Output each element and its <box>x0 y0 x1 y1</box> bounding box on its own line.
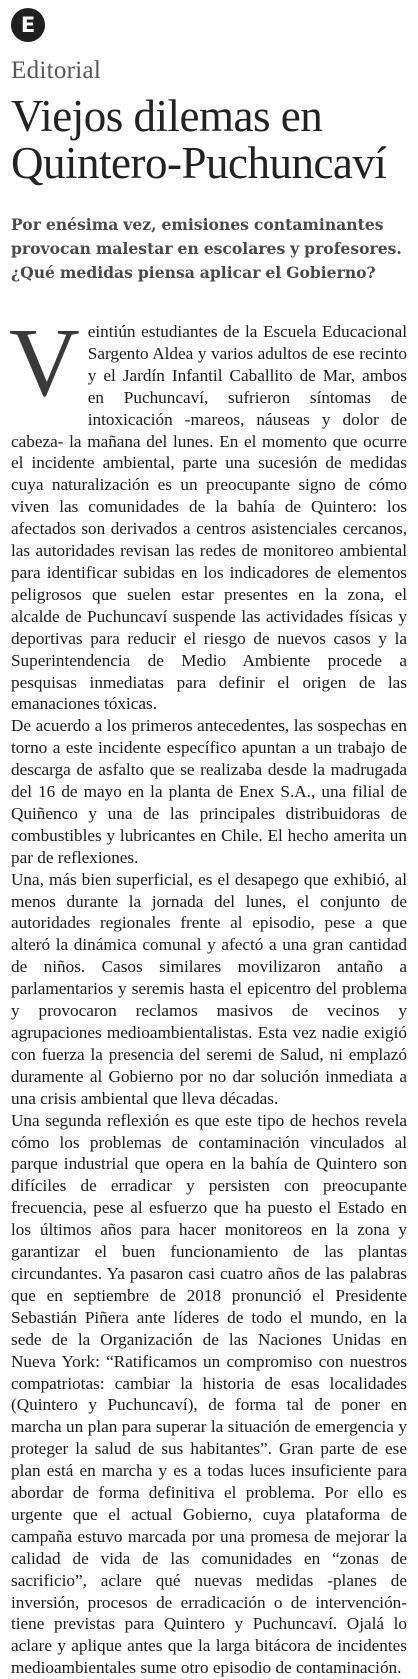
e-logo-icon: E <box>11 8 45 42</box>
article-body <box>9 309 407 1679</box>
article-paragraph-3: Una, más bien superficial, es el desapego que exhibió, al menos durante la jornada del lunes, el conjunto de autoridades regionales frente al episodio, pese a que alteró la dinámica comunal y afectó a una gran cantidad de niños. Casos similares movilizaron antaño a parlamentarios y seremis hasta el epicentro del problema y provocaron reclamos masivos de vecinos y agrupaciones medioambientalistas. Esta vez nadie exigió con fuerza la presencia del seremi de Salud, ni emplazó duramente al Gobierno por no dar solución inmediata a una crisis ambiental que lleva décadas. <box>11 869 407 1108</box>
paragraph-1-text: eintiún estudiantes de la Escuela Educacional Sargento Aldea y varios adultos de ese recinto y el Jardín Infantil Caballito de Mar, ambos en Puchuncaví, sufrieron síntomas de intoxicación -mareos, náuseas y dolor de cabeza- la mañana del lunes. En el momento que ocurre el incidente ambiental, parte una sucesión de medidas cuya naturalización es un preocupante signo de cómo viven las comunidades de la bahía de Quintero: los afectados son derivados a centros asistenciales cercanos, las autoridades revisan las redes de monitoreo ambiental para identificar subidas en los indicadores de elementos peligrosos que suelen estar presentes en la zona, el alcalde de Puchuncaví suspende las actividades físicas y deportivas para reducir el riesgo de nuevos casos y la Superintendencia de Medio Ambiente procede a pesquisas inmediatas para definir el origen de las emanaciones tóxicas. <box>11 322 407 714</box>
headline: Viejos dilemas en Quintero-Puchuncaví <box>11 91 387 188</box>
deck-subtitle: Por enésima vez, emisiones contaminantes provocan malestar en escolares y profesores. ¿Qué medidas piensa aplicar el Gobierno? <box>11 215 402 282</box>
article-paragraph-2: De acuerdo a los primeros antecedentes, las sospechas en torno a este incidente específico apuntan a un trabajo de descarga de asfalto que se realizaba desde la madrugada del 16 de mayo en la planta de Enex S.A., una filial de Quiñenco y una de las principales distribuidoras de combustibles y lubricantes en Chile. El hecho amerita un par de reflexiones. <box>11 716 407 867</box>
drop-cap: V <box>9 309 80 417</box>
section-label: Editorial <box>11 57 102 84</box>
article-paragraph-1 <box>9 309 407 715</box>
article-paragraph-4: Una segunda reflexión es que este tipo de hechos revela cómo los problemas de contaminación vinculados al parque industrial que opera en la bahía de Quintero son difíciles de erradicar y persisten con preocupante frecuencia, pese al esfuerzo que ha puesto el Estado en los últimos años para hacer monitoreos en la zona y garantizar el buen funcionamiento de las plantas circundantes. Ya pasaron casi cuatro años de las palabras que en septiembre de 2018 pronunció el Presidente Sebastián Piñera ante líderes de todo el mundo, en la sede de la Organización de las Naciones Unidas en Nueva York: “Ratificamos un compromiso con nuestros compatriotas: cambiar la historia de esas localidades (Quintero y Puchuncaví), de forma tal de poner en marcha un plan para superar la situación de emergencia y proteger la salud de sus habitantes”. Gran parte de ese plan está en marcha y es a todas luces insuficiente para abordar de forma definitiva el problema. Por ello es urgente que el actual Gobierno, cuya plataforma de campaña estuvo marcada por una promesa de mejorar la calidad de vida de las comunidades en “zonas de sacrificio”, aclare qué nuevas medidas -planes de inversión, procesos de erradicación o de intervención- tiene previstas para Quintero y Puchuncaví. Ojalá lo aclare y aplique antes que la larga bitácora de incidentes medioambientales sume otro episodio de contaminación. <box>11 1110 407 1678</box>
